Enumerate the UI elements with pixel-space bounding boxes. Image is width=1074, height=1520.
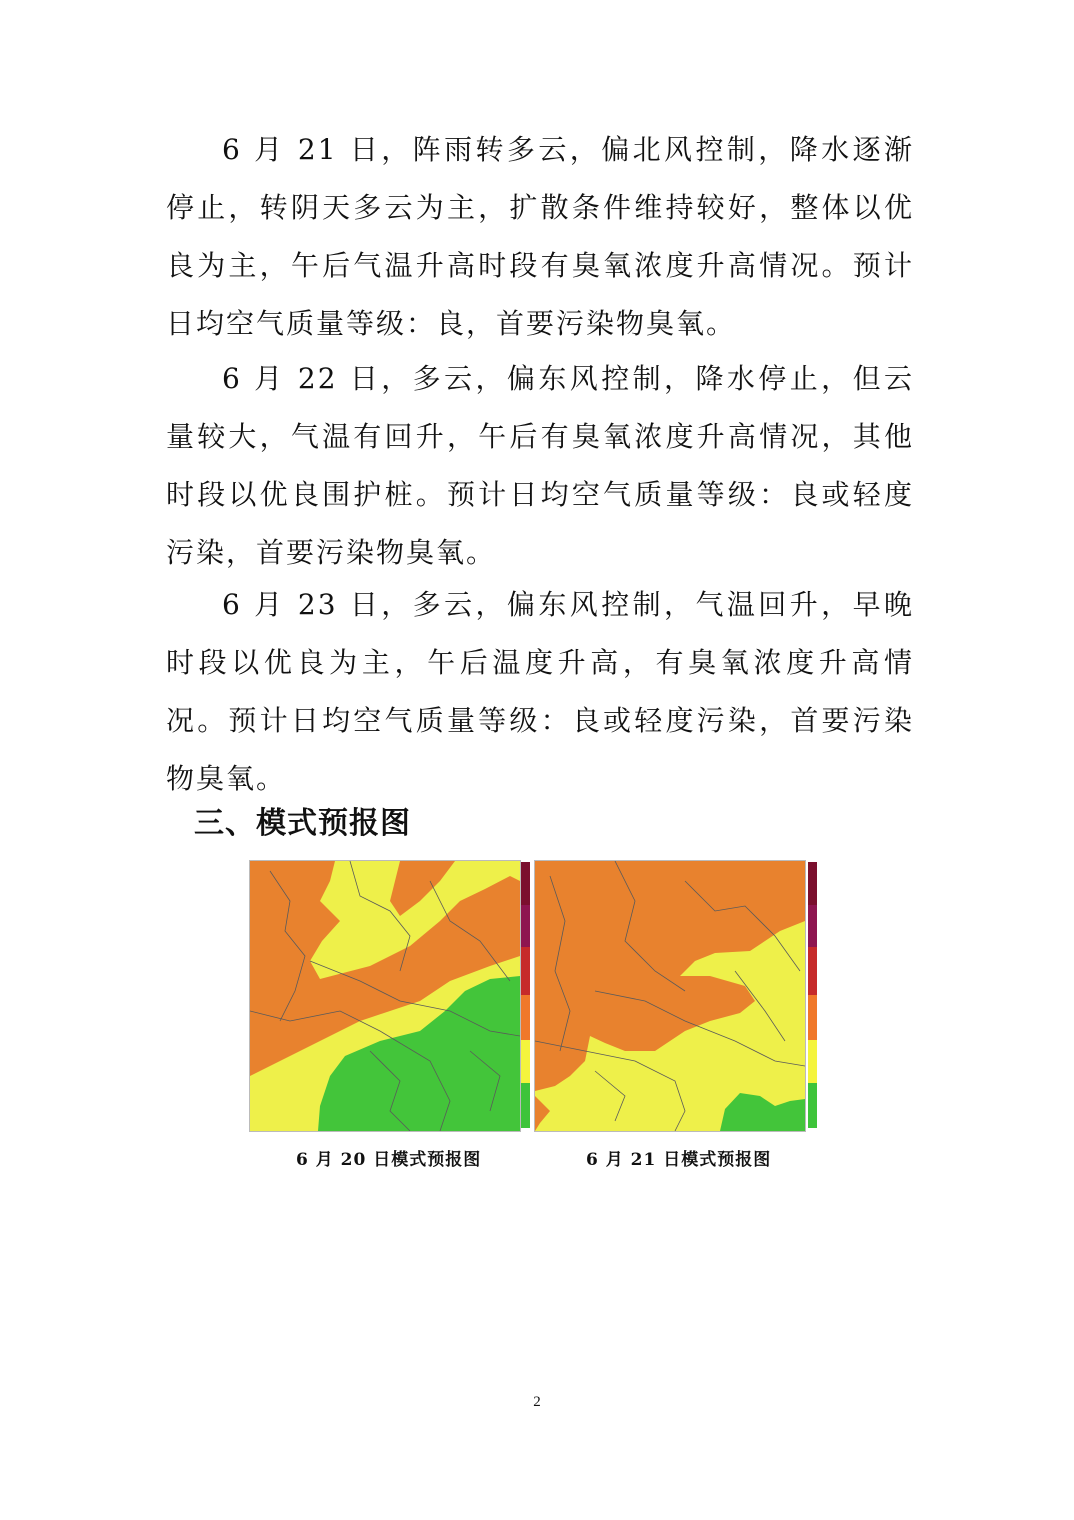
forecast-map-june-20 [249,860,521,1132]
aqi-legend-bar-2 [808,862,817,1128]
section-heading: 三、模式预报图 [194,806,411,841]
page-number: 2 [533,1394,541,1410]
paragraph-june-22: 6 月 22 日，多云，偏东风控制，降水停止，但云量较大，气温有回升，午后有臭氧浓度升高情况，其他时段以优良围护桩。预计日均空气质量等级：良或轻度污染，首要污染物臭氧。 [166,362,914,569]
figure-caption-june-20: 6 月 20 日模式预报图 [296,1150,482,1170]
paragraph-june-21: 6 月 21 日，阵雨转多云，偏北风控制，降水逐渐停止，转阴天多云为主，扩散条件维持较好，整体以优良为主，午后气温升高时段有臭氧浓度升高情况。预计日均空气质量等级：良，首要污染物臭氧。 [166,133,914,340]
paragraph-june-23: 6 月 23 日，多云，偏东风控制，气温回升，早晚时段以优良为主，午后温度升高，有臭氧浓度升高情况。预计日均空气质量等级：良或轻度污染，首要污染物臭氧。 [166,588,914,795]
figure-caption-june-21: 6 月 21 日模式预报图 [586,1150,772,1170]
aqi-legend-bar-1 [521,862,530,1128]
forecast-map-june-21 [534,860,806,1132]
